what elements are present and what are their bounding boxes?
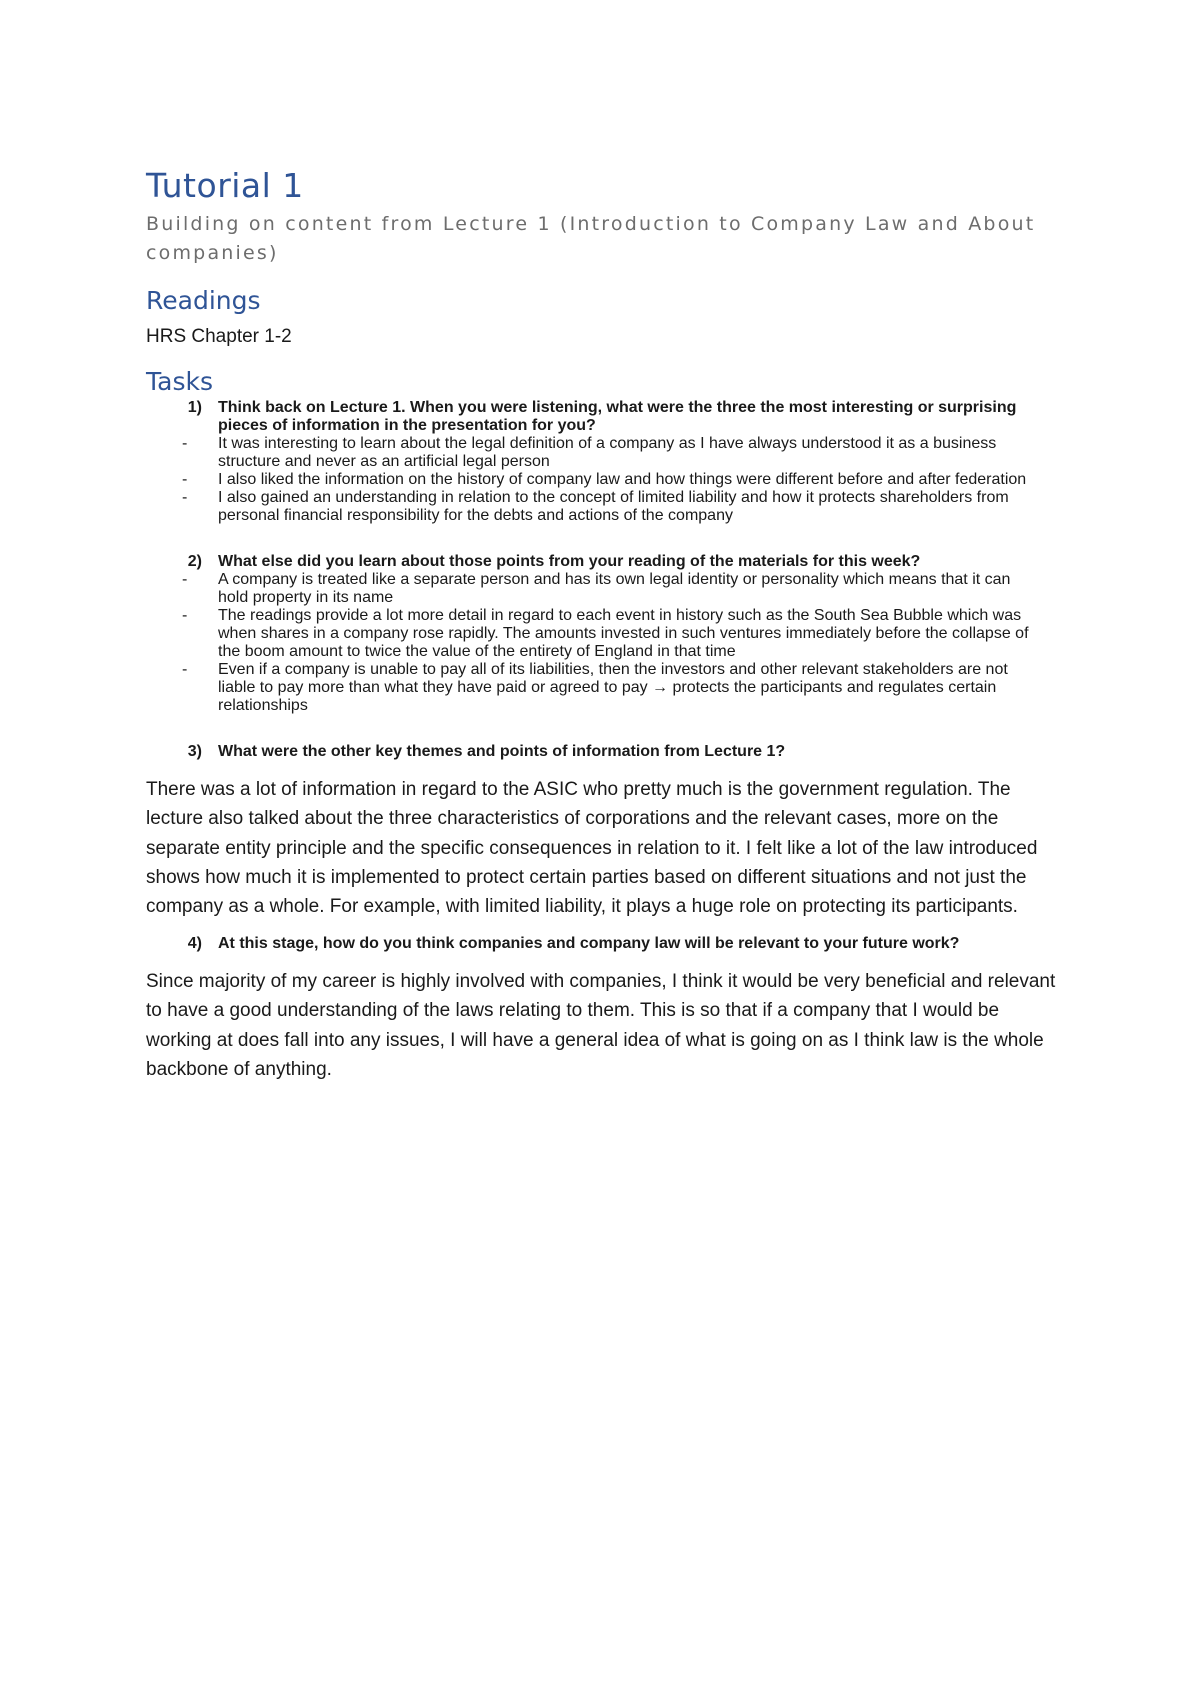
question-text: At this stage, how do you think companies and company law will be relevant to your future work? <box>218 935 960 953</box>
question-number: 4) <box>187 935 202 953</box>
question-text: What were the other key themes and points of information from Lecture 1? <box>218 743 786 761</box>
answer-bullet <box>146 435 1066 471</box>
answer-bullet <box>146 661 1066 715</box>
readings-heading: Readings <box>146 286 261 315</box>
bullet-text: I also gained an understanding in relation to the concept of limited liability and how it protects shareholders from personal financial responsibility for the debts and actions of the company <box>218 489 1009 525</box>
answer-paragraph: There was a lot of information in regard to the ASIC who pretty much is the government regulation. The lecture also talked about the three characteristics of corporations and the relevant cases, more on the separate entity principle and the specific consequences in relation to it. I felt like a lot of the law introduced shows how much it is implemented to protect certain parties based on different situations and not just the company as a whole. For example, with limited liability, it plays a huge role on protecting its participants. <box>146 779 1038 918</box>
bullet-text: It was interesting to learn about the legal definition of a company as I have always understood it as a business structure and never as an artificial legal person <box>218 435 997 471</box>
question-3 <box>146 743 1066 761</box>
question-1 <box>146 399 1066 435</box>
bullet-dash: - <box>182 435 188 453</box>
bullet-text: The readings provide a lot more detail in regard to each event in history such as the South Sea Bubble which was when shares in a company rose rapidly. The amounts invested in such ventures immediately before the collapse of the boom amount to twice the value of the entirety of England in that time <box>218 607 1029 661</box>
bullet-text: Even if a company is unable to pay all of its liabilities, then the investors and other relevant stakeholders are not liable to pay more than what they have paid or agreed to pay → protects the participants and regulates certain relationships <box>218 661 1008 715</box>
bullet-text: I also liked the information on the history of company law and how things were different before and after federation <box>218 471 1027 489</box>
document-subtitle: Building on content from Lecture 1 (Introduction to Company Law and About companies) <box>146 213 1036 264</box>
question-number: 3) <box>187 743 202 761</box>
tasks-heading: Tasks <box>146 367 213 397</box>
bullet-dash: - <box>182 607 188 625</box>
document-title: Tutorial 1 <box>146 166 304 205</box>
bullet-dash: - <box>182 489 188 507</box>
bullet-text: A company is treated like a separate person and has its own legal identity or personality which means that it can hold property in its name <box>218 571 1011 607</box>
answer-paragraph: Since majority of my career is highly involved with companies, I think it would be very beneficial and relevant to have a good understanding of the laws relating to them. This is so that if a company that I would be working at does fall into any issues, I will have a general idea of what is going on as I think law is the whole backbone of anything. <box>146 971 1056 1080</box>
answer-bullet <box>146 571 1066 607</box>
answer-bullet <box>146 607 1066 661</box>
question-4 <box>146 935 1066 953</box>
bullet-dash: - <box>182 571 188 589</box>
question-number: 2) <box>187 553 202 571</box>
document-page <box>146 166 1066 1084</box>
question-2 <box>146 553 1066 571</box>
answer-bullet <box>146 489 1066 525</box>
readings-text: HRS Chapter 1-2 <box>146 326 292 347</box>
bullet-dash: - <box>182 661 188 679</box>
question-text: What else did you learn about those points from your reading of the materials for this week? <box>218 553 921 571</box>
question-number: 1) <box>187 399 202 417</box>
question-text: Think back on Lecture 1. When you were listening, what were the three the most interesting or surprising pieces of information in the presentation for you? <box>218 399 1017 435</box>
bullet-dash: - <box>182 471 188 489</box>
answer-bullet <box>146 471 1066 489</box>
